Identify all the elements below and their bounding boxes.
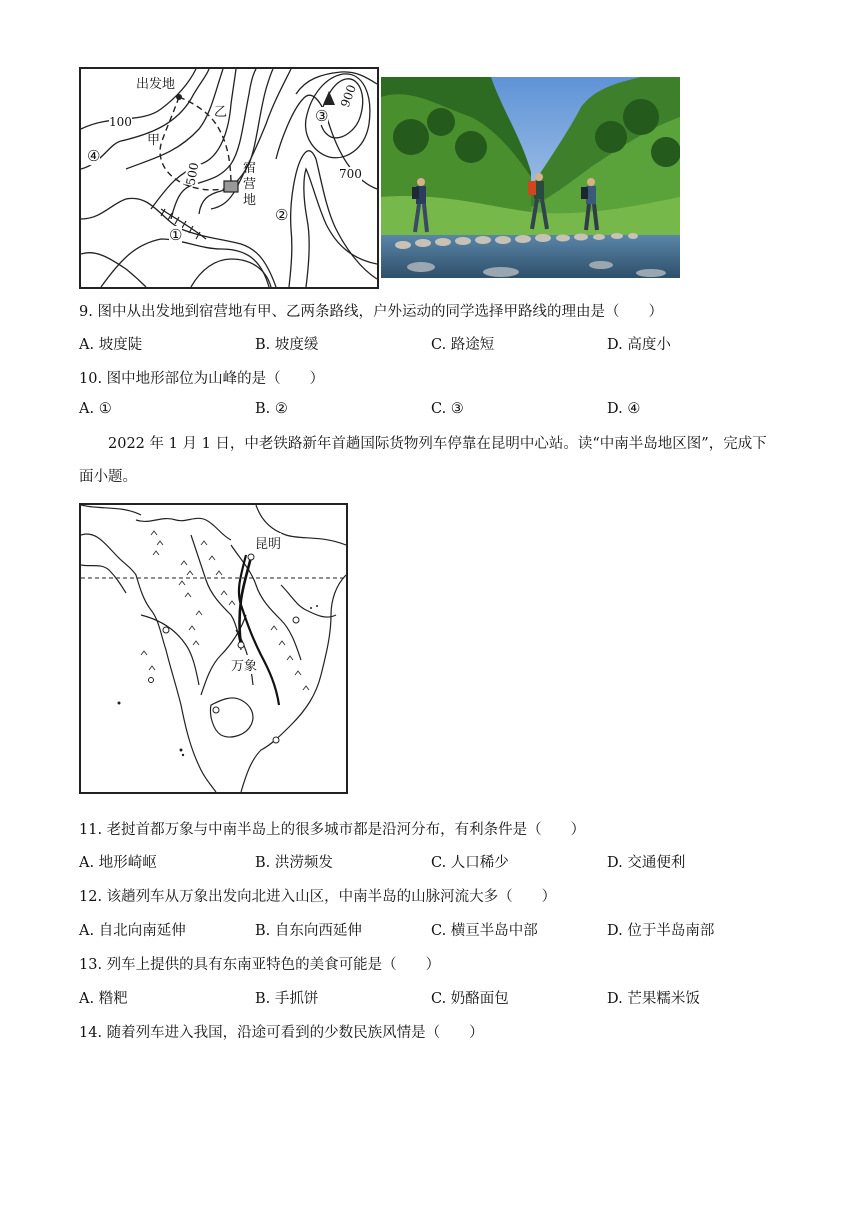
start-point-marker [176,94,182,100]
question-9-option-c[interactable]: C. 路途短 [431,337,495,353]
question-10-option-d[interactable]: D. ④ [607,401,641,417]
indochina-map-drawing [81,505,346,792]
question-9-stem: 9. 图中从出发地到宿营地有甲、乙两条路线，户外运动的同学选择甲路线的理由是（ ） [79,304,663,320]
question-10-option-a[interactable]: A. ① [79,401,112,417]
question-12-option-b[interactable]: B. 自东向西延伸 [255,923,362,939]
question-10-option-c[interactable]: C. ③ [431,401,464,417]
vientiane-label: 万象 [231,655,257,674]
question-12-stem: 12. 该趟列车从万象出发向北进入山区，中南半岛的山脉河流大多（ ） [79,889,557,905]
start-label: 出发地 [136,77,176,92]
peak-marker [323,91,335,105]
question-11-option-a[interactable]: A. 地形崎岖 [79,855,157,871]
contour-label-900: 900 [337,82,359,110]
question-13-stem: 13. 列车上提供的具有东南亚特色的美食可能是（ ） [79,957,441,973]
contour-label-500: 500 [183,161,202,187]
contour-lines [81,69,377,287]
question-13-option-b[interactable]: B. 手抓饼 [255,991,319,1007]
question-12-option-d[interactable]: D. 位于半岛南部 [607,923,715,939]
hiking-photo [381,77,680,278]
question-9-option-a[interactable]: A. 坡度陡 [79,337,143,353]
contour-label-100: 100 [109,115,132,129]
contour-label-700: 700 [339,167,362,181]
point-3-label: ③ [315,107,329,125]
point-4-label: ④ [87,147,101,165]
question-11-option-d[interactable]: D. 交通便利 [607,855,686,871]
topographic-map [79,67,379,289]
camp-marker [224,181,238,192]
point-2-label: ② [275,206,289,224]
question-9-option-d[interactable]: D. 高度小 [607,337,671,353]
passage-text: 2022 年 1 月 1 日，中老铁路新年首趟国际货物列车停靠在昆明中心站。读“中南半岛地区图”，完成下面小题。 [79,436,767,485]
question-9-option-b[interactable]: B. 坡度缓 [255,337,319,353]
question-11-option-c[interactable]: C. 人口稀少 [431,855,509,871]
route-yi-label: 乙 [214,105,228,120]
route-jia-label: 甲 [147,133,161,148]
question-12-option-c[interactable]: C. 横亘半岛中部 [431,923,538,939]
question-10-stem: 10. 图中地形部位为山峰的是（ ） [79,371,325,387]
question-13-option-a[interactable]: A. 糌粑 [79,991,128,1007]
question-12-option-a[interactable]: A. 自北向南延伸 [79,923,186,939]
question-11-option-b[interactable]: B. 洪涝频发 [255,855,333,871]
question-13-option-c[interactable]: C. 奶酪面包 [431,991,509,1007]
point-1-label: ① [169,226,183,244]
question-10-option-b[interactable]: B. ② [255,401,288,417]
indochina-map [79,503,348,794]
camp-label: 宿营地 [243,161,257,208]
question-11-stem: 11. 老挝首都万象与中南半岛上的很多城市都是沿河分布，有利条件是（ ） [79,822,586,838]
question-14-stem: 14. 随着列车进入我国，沿途可看到的少数民族风情是（ ） [79,1025,484,1041]
question-13-option-d[interactable]: D. 芒果糯米饭 [607,991,700,1007]
kunming-label: 昆明 [255,533,281,552]
